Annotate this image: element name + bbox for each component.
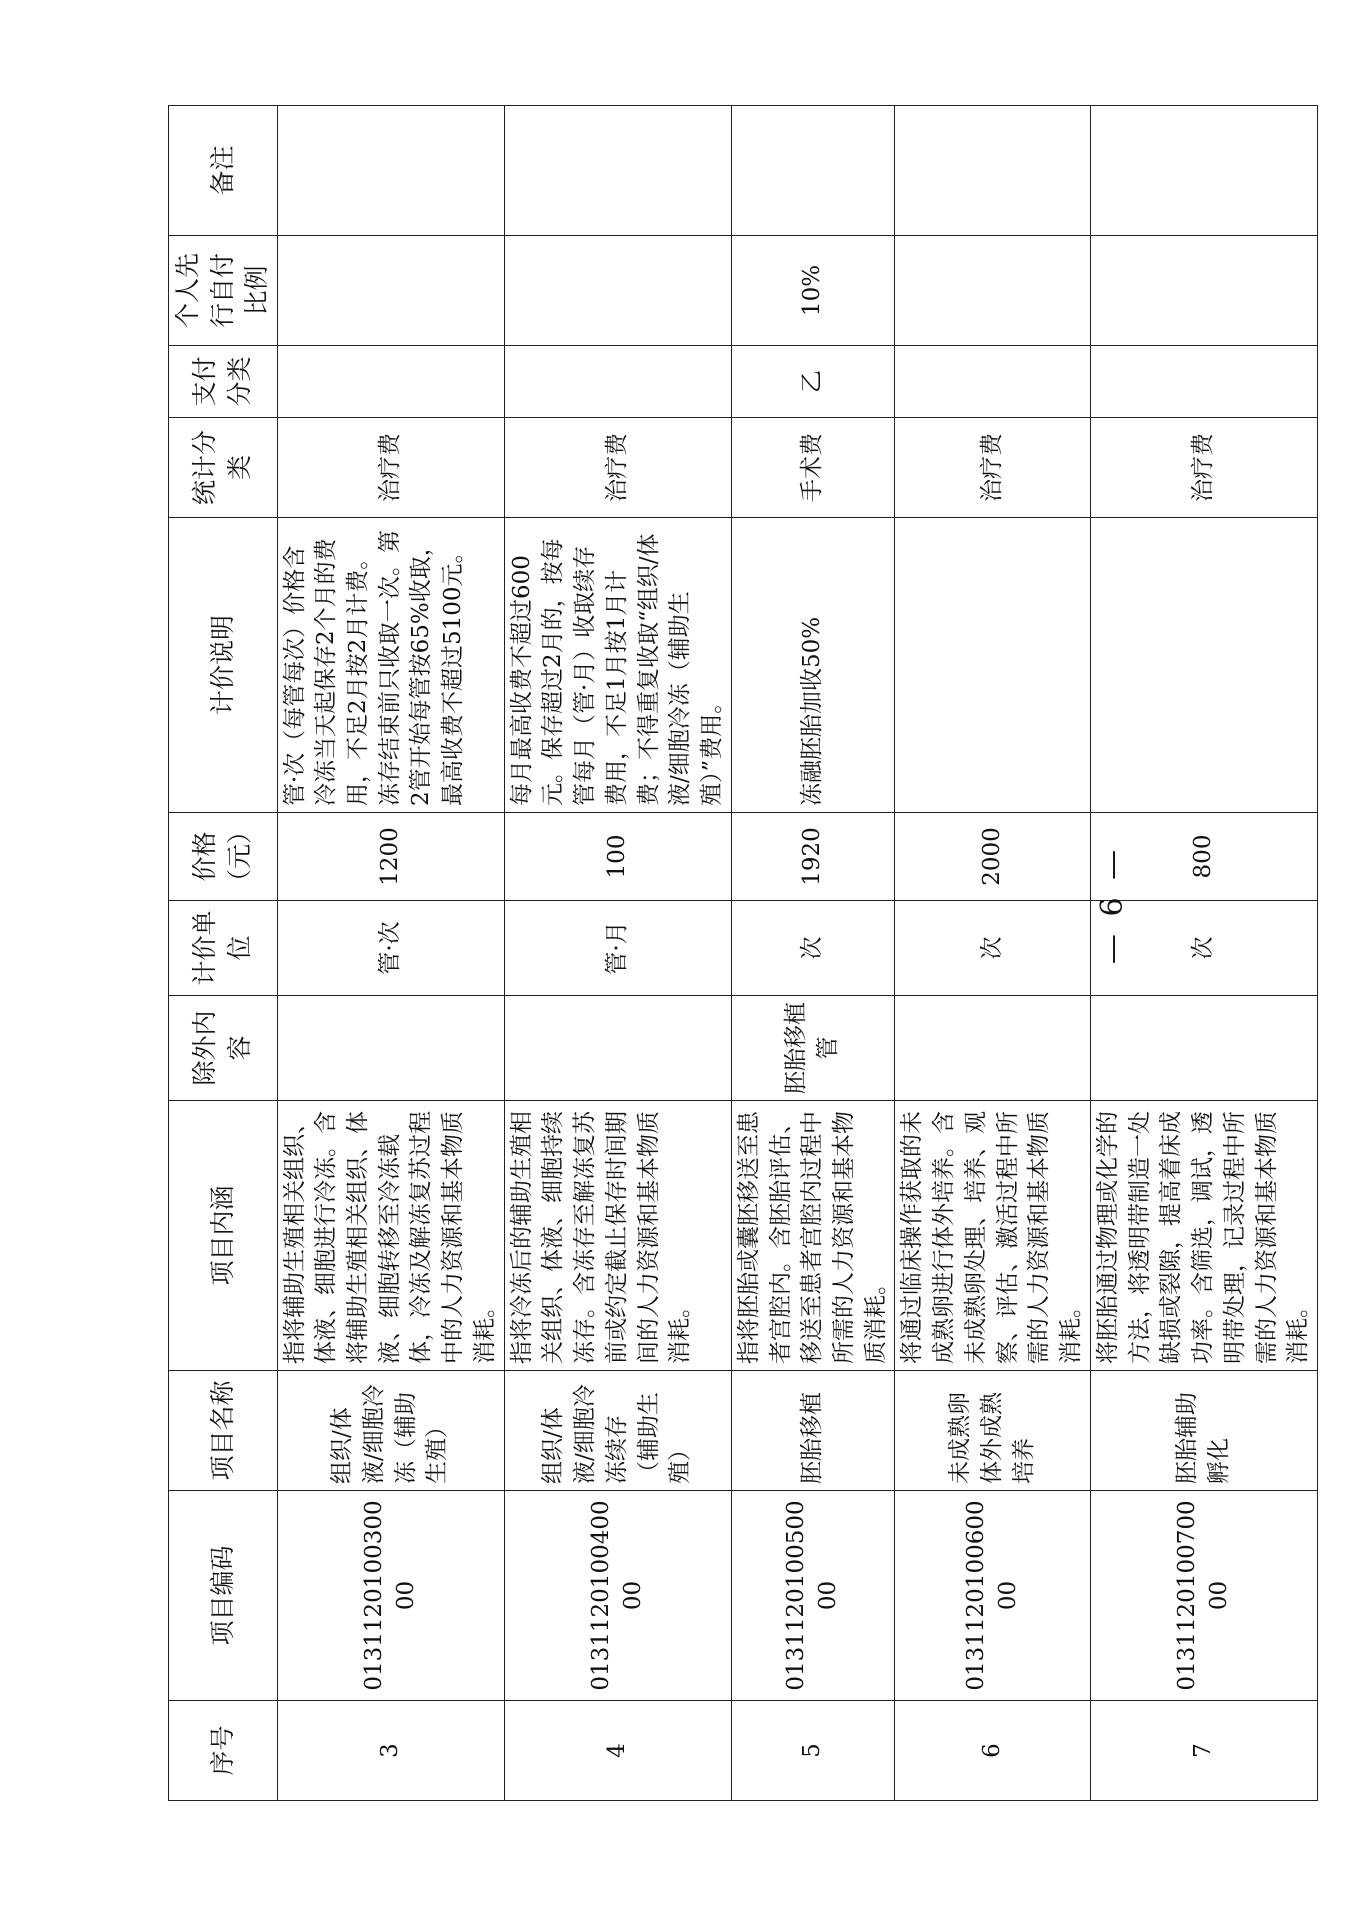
cell-remark — [277, 106, 504, 236]
cell-name: 未成熟卵体外成熟培养 — [895, 1371, 1090, 1491]
header-seq: 序号 — [169, 1701, 278, 1801]
cell-pricing-note: 冻融胚胎加收50% — [731, 518, 895, 813]
cell-name: 胚胎辅助孵化 — [1090, 1371, 1317, 1491]
cell-code: 013112010070000 — [1090, 1491, 1317, 1701]
cell-unit: 管·月 — [504, 901, 731, 996]
cell-content: 指将辅助生殖相关组织、体液、细胞进行冷冻。含将辅助生殖相关组织、体液、细胞转移至冷冻载体，冷冻及解冻复苏过程中的人力资源和基本物质消耗。 — [277, 1101, 504, 1371]
cell-unit: 次 — [1090, 901, 1317, 996]
cell-name: 组织/体液/细胞冷冻（辅助生殖） — [277, 1371, 504, 1491]
header-price: 价格（元） — [169, 813, 278, 901]
cell-remark — [504, 106, 731, 236]
cell-unit: 管·次 — [277, 901, 504, 996]
cell-pay-category — [277, 346, 504, 418]
header-code: 项目编码 — [169, 1491, 278, 1701]
cell-price: 100 — [504, 813, 731, 901]
cell-code: 013112010040000 — [504, 1491, 731, 1701]
header-name: 项目名称 — [169, 1371, 278, 1491]
cell-excluded: 胚胎移植管 — [731, 996, 895, 1101]
cell-content: 将胚胎通过物理或化学的方法，将透明带制造一处缺损或裂隙，提高着床成功率。含筛选，调试，透明带处理，记录过程中所需的人力资源和基本物质消耗。 — [1090, 1101, 1317, 1371]
cell-name: 组织/体液/细胞冷冻续存（辅助生殖） — [504, 1371, 731, 1491]
header-self-pay-ratio: 个人先行自付比例 — [169, 236, 278, 346]
cell-remark — [895, 106, 1090, 236]
cell-code: 013112010050000 — [731, 1491, 895, 1701]
header-excluded: 除外内容 — [169, 996, 278, 1101]
header-remark: 备注 — [169, 106, 278, 236]
cell-seq: 6 — [895, 1701, 1090, 1801]
table-row — [504, 106, 731, 1801]
cell-self-pay-ratio: 10% — [731, 236, 895, 346]
cell-price: 2000 — [895, 813, 1090, 901]
page-number: — 6 — — [1095, 845, 1130, 965]
cell-pay-category — [504, 346, 731, 418]
cell-content: 将通过临床操作获取的未成熟卵进行体外培养。含未成熟卵处理、培养、观察、评估、激活过程中所需的人力资源和基本物质消耗。 — [895, 1101, 1090, 1371]
cell-stat-category: 治疗费 — [895, 418, 1090, 518]
cell-code: 013112010060000 — [895, 1491, 1090, 1701]
cell-pay-category — [1090, 346, 1317, 418]
header-stat-category: 统计分类 — [169, 418, 278, 518]
cell-price: 1920 — [731, 813, 895, 901]
header-content: 项目内涵 — [169, 1101, 278, 1371]
cell-pricing-note — [895, 518, 1090, 813]
cell-seq: 3 — [277, 1701, 504, 1801]
cell-stat-category: 治疗费 — [1090, 418, 1317, 518]
cell-name: 胚胎移植 — [731, 1371, 895, 1491]
cell-code: 013112010030000 — [277, 1491, 504, 1701]
cell-stat-category: 治疗费 — [277, 418, 504, 518]
cell-self-pay-ratio — [277, 236, 504, 346]
cell-remark — [731, 106, 895, 236]
cell-pay-category: 乙 — [731, 346, 895, 418]
cell-remark — [1090, 106, 1317, 236]
cell-pricing-note: 管·次（每管每次）价格含冷冻当天起保存2个月的费用，不足2月按2月计费。冻存结束前只收取一次。第2管开始每管按65%收取，最高收费不超过5100元。 — [277, 518, 504, 813]
cell-excluded — [895, 996, 1090, 1101]
cell-pay-category — [895, 346, 1090, 418]
cell-seq: 4 — [504, 1701, 731, 1801]
cell-unit: 次 — [731, 901, 895, 996]
cell-self-pay-ratio — [504, 236, 731, 346]
cell-content: 指将胚胎或囊胚移送至患者宫腔内。含胚胎评估、移送至患者宫腔内过程中所需的人力资源和基本物质消耗。 — [731, 1101, 895, 1371]
cell-stat-category: 治疗费 — [504, 418, 731, 518]
cell-excluded — [277, 996, 504, 1101]
cell-seq: 7 — [1090, 1701, 1317, 1801]
table-row — [731, 106, 895, 1801]
table-row — [895, 106, 1090, 1801]
cell-excluded — [504, 996, 731, 1101]
cell-pricing-note — [1090, 518, 1317, 813]
cell-self-pay-ratio — [895, 236, 1090, 346]
header-pricing-note: 计价说明 — [169, 518, 278, 813]
table-row — [277, 106, 504, 1801]
header-pay-category: 支付分类 — [169, 346, 278, 418]
cell-stat-category: 手术费 — [731, 418, 895, 518]
price-table — [168, 105, 1318, 1801]
cell-pricing-note: 每月最高收费不超过600元。保存超过2月的，按每管每月（管·月）收取续存费用，不足1月按1月计费；不得重复收取“组织/体液/细胞冷冻（辅助生殖）”费用。 — [504, 518, 731, 813]
cell-content: 指将冷冻后的辅助生殖相关组织、体液、细胞持续冻存。含冻存至解冻复苏前或约定截止保存时间期间的人力资源和基本物质消耗。 — [504, 1101, 731, 1371]
cell-self-pay-ratio — [1090, 236, 1317, 346]
cell-price: 1200 — [277, 813, 504, 901]
cell-seq: 5 — [731, 1701, 895, 1801]
header-unit: 计价单位 — [169, 901, 278, 996]
table-header-row — [169, 106, 278, 1801]
cell-price: 800 — [1090, 813, 1317, 901]
cell-unit: 次 — [895, 901, 1090, 996]
